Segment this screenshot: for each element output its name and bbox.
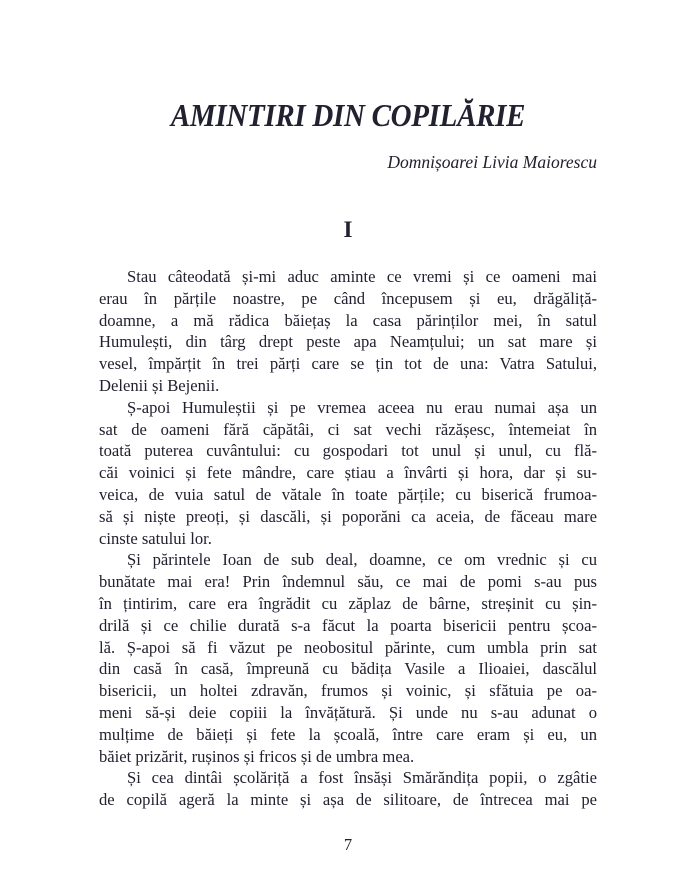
- text-line: să și niște preoți, și dascăli, și poporăni ca aceia, de făceau mare: [99, 506, 597, 526]
- text-line: erau în părțile noastre, pe când începusem și eu, drăgăliță-: [99, 288, 597, 308]
- text-line: Humulești, din târg drept peste apa Neamțului; un sat mare și: [99, 332, 597, 352]
- text-line: cinste satului lor.: [99, 528, 212, 548]
- text-line: în țintirim, care era îngrădit cu zăplaz de bârne, streșinit cu șin-: [99, 593, 597, 613]
- text-line: Ș-apoi Humuleștii și pe vremea aceea nu erau numai așa un: [127, 397, 597, 417]
- text-line: din casă în casă, împreună cu bădița Vasile a Ilioaiei, dascălul: [99, 659, 597, 679]
- text-line: Și părintele Ioan de sub deal, doamne, ce om vrednic și cu: [127, 550, 597, 570]
- paragraph: [99, 767, 597, 811]
- text-line: mulțime de băieți și fete la școală, între care eram și eu, un: [99, 724, 597, 744]
- text-line: bunătate mai era! Prin îndemnul său, ce mai de pomi s-au pus: [99, 572, 597, 592]
- text-line: drilă și ce chilie durată s-a făcut la poarta bisericii pentru școa-: [99, 615, 597, 635]
- text-line: toată puterea cuvântului: cu gospodari tot unul și unul, cu flă-: [99, 441, 597, 461]
- paragraph: [99, 549, 597, 767]
- text-line: căi voinici și fete mândre, care știau a învârti și hora, dar și su-: [99, 463, 597, 483]
- text-line: sat de oameni fără căpătâi, ci sat vechi răzășesc, întemeiat în: [99, 419, 597, 439]
- text-line: vesel, împărțit în trei părți care se țin tot de una: Vatra Satului,: [99, 354, 597, 374]
- page-number: 7: [343, 835, 353, 854]
- chapter-numeral: I: [343, 217, 353, 242]
- text-line: de copilă ageră la minte și așa de silitoare, de întrecea mai pe: [99, 790, 597, 810]
- page-title: AMINTIRI DIN COPILĂRIE: [170, 99, 526, 134]
- text-line: lă. Ș-apoi să fi văzut pe neobositul părinte, cum umbla prin sat: [99, 637, 597, 657]
- text-line: Delenii și Bejenii.: [99, 375, 220, 395]
- text-line: Stau câteodată și-mi aduc aminte ce vremi și ce oameni mai: [127, 267, 597, 286]
- paragraph: [99, 397, 597, 550]
- text-line: bisericii, un holtei zdravăn, frumos și voinic, și sfătuia pe oa-: [99, 681, 597, 701]
- text-line: veica, de vuia satul de vătale în toate părțile; cu biserică frumoa-: [99, 484, 597, 504]
- text-line: Și cea dintâi școlăriță a fost însăși Smărăndița popii, o zgâtie: [127, 768, 597, 788]
- paragraph: [99, 266, 597, 397]
- text-line: băiet prizărit, rușinos și fricos și de umbra mea.: [99, 746, 415, 766]
- text-line: doamne, a mă rădica băiețaș la casa părinților mei, în satul: [99, 310, 597, 330]
- dedication-text: Domnișoarei Livia Maiorescu: [387, 152, 597, 172]
- text-line: meni să-și deie copiii la învățătură. Și unde nu s-au adunat o: [99, 702, 597, 722]
- body-text: [99, 266, 597, 811]
